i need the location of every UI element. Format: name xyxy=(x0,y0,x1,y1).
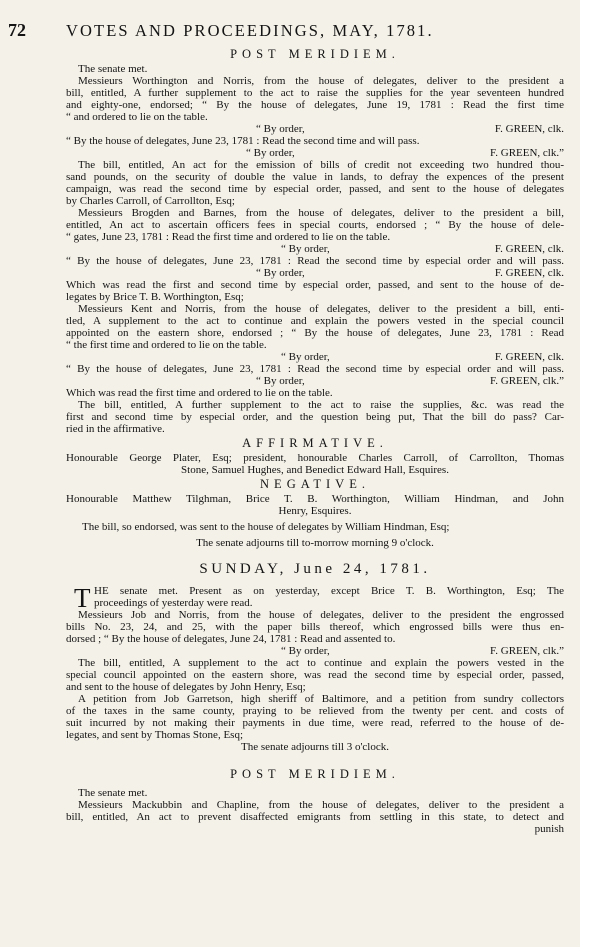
text-line: Messieurs Brogden and Barnes, from the house of delegates, deliver to the president a bill, xyxy=(78,207,564,219)
text-line: HE senate met. Present as on yesterday, except Brice T. B. Worthington, Esq; The xyxy=(94,585,564,597)
text-line: POST MERIDIEM. xyxy=(230,767,400,781)
text-line: AFFIRMATIVE. xyxy=(242,436,388,450)
text-line: special council appointed on the eastern shore, was read the second time by especial order, passed, xyxy=(66,669,564,681)
text-line: The bill, entitled, A further supplement to the act to raise the supplies, &c. was read the xyxy=(78,399,564,411)
text-line: dorsed ; “ By the house of delegates, June 24, 1781 : Read and assented to. xyxy=(66,633,396,645)
text-line: bills No. 23, 24, and 25, with the paper bills thereof, which engrossed bills were thus en- xyxy=(66,621,564,633)
text-line: “ gates, June 23, 1781 : Read the first time and ordered to lie on the table. xyxy=(66,231,391,243)
text-line: appointed on the eastern shore, endorsed ; “ By the house of delegates, June 23, 1781 : Read xyxy=(66,327,564,339)
text-line: Messieurs Job and Norris, from the house of delegates, deliver to the president the engrossed xyxy=(78,609,564,621)
text-line: “ By order, xyxy=(281,645,330,657)
text-line: Which was read the first and second time by especial order, passed, and sent to the house of de- xyxy=(66,279,564,291)
text-line: “ By order, xyxy=(281,243,330,255)
text-line: “ By the house of delegates, June 23, 1781 : Read the second time and will pass. xyxy=(66,135,420,147)
text-line: legates, and sent by Thomas Stone, Esq; xyxy=(66,729,243,741)
page-header xyxy=(8,20,568,42)
text-line: The senate adjourns till 3 o'clock. xyxy=(241,741,389,753)
text-line: entitled, An act to ascertain officers fees in special courts, endorsed ; “ By the house of dele- xyxy=(66,219,564,231)
page-number: 72 xyxy=(8,20,26,40)
text-line: suit incurred by not making their payments in due time, were read, referred to the house of de- xyxy=(66,717,564,729)
text-line: punish xyxy=(534,823,564,835)
text-line: F. GREEN, clk. xyxy=(494,243,564,255)
text-line: first and second time by especial order, and the question being put, That the bill do pass? Car- xyxy=(66,411,564,423)
text-line: tled, A supplement to the act to continue and explain the powers vested in the special council xyxy=(66,315,564,327)
text-line: proceedings of yesterday were read. xyxy=(94,597,253,609)
text-line: The bill, so endorsed, was sent to the house of delegates by William Hindman, Esq; xyxy=(82,521,450,533)
text-line: “ By order, xyxy=(256,267,305,279)
text-line: bill, entitled, An act to prevent disaffected emigrants from settling in this state, to detect and xyxy=(66,811,564,823)
text-line: Which was read the first time and ordered to lie on the table. xyxy=(66,387,333,399)
text-line: F. GREEN, clk. xyxy=(494,267,564,279)
text-line: of the taxes in the same county, praying to be relieved from the twenty per cent. and costs of xyxy=(66,705,564,717)
text-line: “ By the house of delegates, June 23, 1781 : Read the second time by especial order and will pass. xyxy=(66,255,564,267)
text-line: Messieurs Mackubbin and Chapline, from the house of delegates, deliver to the president a xyxy=(78,799,564,811)
text-line: The senate adjourns till to-morrow morning 9 o'clock. xyxy=(196,537,434,549)
running-title: VOTES AND PROCEEDINGS, MAY, 1781. xyxy=(66,21,434,40)
text-line: “ By order, xyxy=(246,147,295,159)
text-line: ried in the affirmative. xyxy=(66,423,165,435)
text-line: Honourable Matthew Tilghman, Brice T. B. Worthington, William Hindman, and John xyxy=(66,493,564,505)
text-line: “ By the house of delegates, June 23, 1781 : Read the second time by especial order and will pass. xyxy=(66,363,564,375)
text-line: Messieurs Worthington and Norris, from the house of delegates, deliver to the president a xyxy=(78,75,564,87)
text-line: Stone, Samuel Hughes, and Benedict Edward Hall, Esquires. xyxy=(181,464,449,476)
text-line: A petition from Job Garretson, high sheriff of Baltimore, and a petition from sundry collectors xyxy=(78,693,564,705)
text-line: “ By order, xyxy=(281,351,330,363)
text-line: NEGATIVE. xyxy=(260,477,370,491)
text-line: The senate met. xyxy=(78,63,148,75)
text-line: The bill, entitled, An act for the emission of bills of credit not exceeding two hundred thou- xyxy=(78,159,564,171)
drop-cap: T xyxy=(74,583,91,613)
text-line: legates by Brice T. B. Worthington, Esq; xyxy=(66,291,244,303)
text-line: F. GREEN, clk.” xyxy=(490,147,564,159)
text-line: Honourable George Plater, Esq; president, honourable Charles Carroll, of Carrollton, Thomas xyxy=(66,452,564,464)
text-line: F. GREEN, clk.” xyxy=(490,645,564,657)
text-line: campaign, was read the second time by especial order, passed, and sent to the house of delegates xyxy=(66,183,564,195)
text-line: “ and ordered to lie on the table. xyxy=(66,111,208,123)
text-line: Henry, Esquires. xyxy=(278,505,352,517)
text-line: “ the first time and ordered to lie on the table. xyxy=(66,339,267,351)
text-line: and sent to the house of delegates by John Henry, Esq; xyxy=(66,681,306,693)
text-line: SUNDAY, June 24, 1781. xyxy=(199,561,431,577)
text-line: POST MERIDIEM. xyxy=(230,47,400,61)
text-line: bill, entitled, A further supplement to the act to raise the supplies for the year seventeen hundred xyxy=(66,87,564,99)
text-line: Messieurs Kent and Norris, from the house of delegates, deliver to the president a bill, enti- xyxy=(78,303,564,315)
text-line: and eighty-one, endorsed; “ By the house of delegates, June 19, 1781 : Read the first time xyxy=(66,99,564,111)
text-line: F. GREEN, clk.” xyxy=(490,375,564,387)
text-line: sand pounds, on the security of double the value in lands, to defray the expences of the present xyxy=(66,171,564,183)
text-line: F. GREEN, clk. xyxy=(494,351,564,363)
text-line: “ By order, xyxy=(256,123,305,135)
text-line: The bill, entitled, A supplement to the act to continue and explain the powers vested in the xyxy=(78,657,564,669)
text-line: The senate met. xyxy=(78,787,148,799)
text-line: by Charles Carroll, of Carrollton, Esq; xyxy=(66,195,235,207)
page-margin xyxy=(580,0,600,947)
text-line: F. GREEN, clk. xyxy=(494,123,564,135)
text-line: “ By order, xyxy=(256,375,305,387)
